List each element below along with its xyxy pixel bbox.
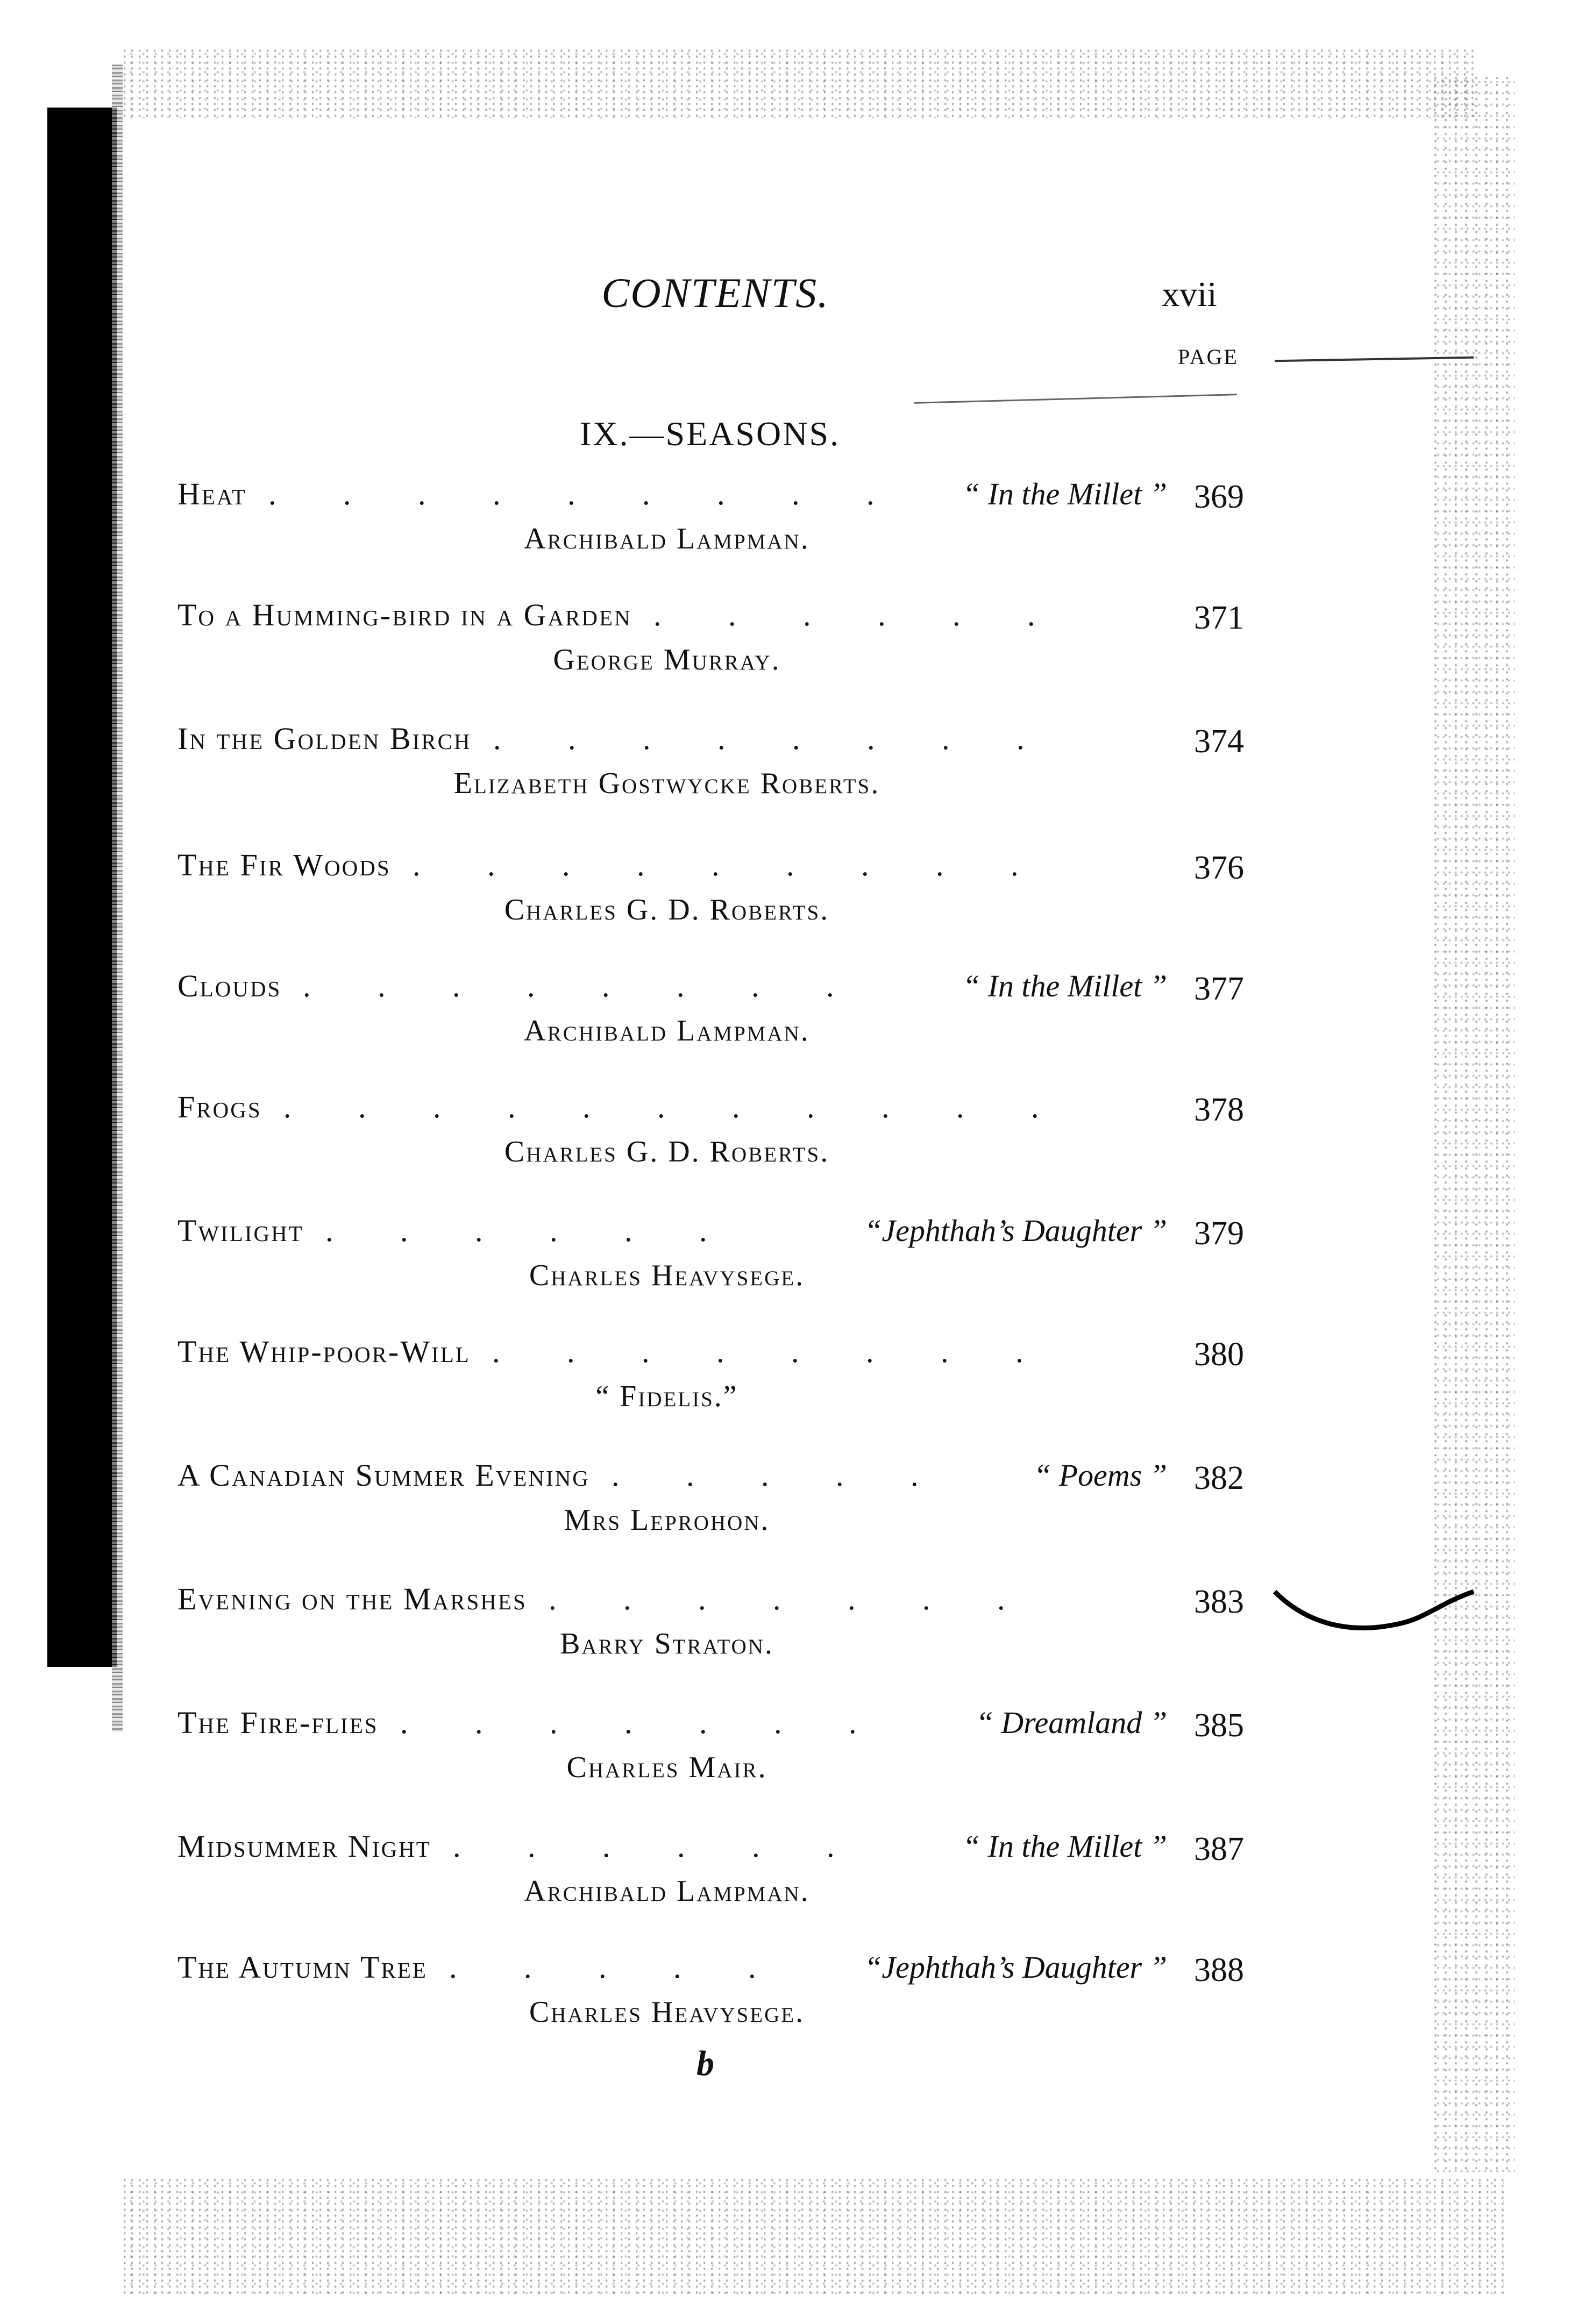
leader-dots: . . . . . . . . . . . — [283, 1089, 1039, 1124]
leader-dots: . . . . . . . . . — [413, 847, 1019, 882]
author-name: Charles G. D. Roberts. — [504, 893, 830, 926]
poem-title: The Autumn Tree — [177, 1950, 428, 1985]
contents-entry — [177, 597, 1275, 721]
contents-entry — [177, 1213, 1275, 1336]
page-number: 378 — [1194, 1092, 1244, 1128]
page-number: 369 — [1194, 479, 1244, 515]
leader-dots: . . . . . . . — [400, 1705, 857, 1740]
pen-scrawl — [1264, 1559, 1490, 2043]
page-number: 379 — [1194, 1215, 1244, 1252]
scan-noise-bottom — [124, 2178, 1504, 2296]
poem-title: The Fir Woods — [177, 847, 391, 882]
author-name: Charles Heavysege. — [529, 1259, 805, 1292]
author-name: George Murray. — [553, 643, 781, 676]
contents-entry — [177, 1949, 1275, 2073]
leader-dots: . . . . . . . . . — [268, 476, 875, 511]
author-name: Charles G. D. Roberts. — [504, 1135, 830, 1168]
contents-entry — [177, 1457, 1275, 1581]
page-number: 376 — [1194, 850, 1244, 886]
poem-title: Evening on the Marshes — [177, 1581, 527, 1616]
contents-entry — [177, 1089, 1275, 1213]
section-heading: IX.—SEASONS. — [579, 415, 841, 453]
author-name: Charles Mair. — [566, 1751, 767, 1784]
leader-dots: . . . . . . — [325, 1213, 707, 1248]
author-name: Archibald Lampman. — [524, 522, 810, 555]
contents-entry — [177, 1705, 1275, 1828]
leader-dots: . . . . . . — [453, 1829, 835, 1864]
binding-shadow — [47, 108, 117, 1667]
scan-noise-top — [124, 48, 1477, 118]
contents-entry — [177, 1334, 1275, 1457]
signature-mark: b — [696, 2044, 714, 2083]
author-name: Barry Straton. — [560, 1627, 774, 1660]
source-book: “ Poems ” — [1033, 1458, 1167, 1493]
poem-title: The Fire-flies — [177, 1705, 379, 1740]
poem-title: In the Golden Birch — [177, 721, 472, 756]
leader-dots: . . . . . — [449, 1950, 756, 1985]
author-name: “ Fidelis.” — [595, 1380, 738, 1413]
leader-dots: . . . . . — [612, 1458, 919, 1493]
contents-entry — [177, 476, 1275, 600]
leader-dots: . . . . . . . . — [303, 968, 834, 1003]
leader-dots: . . . . . . . — [549, 1581, 1005, 1616]
author-name: Charles Heavysege. — [529, 1995, 805, 2029]
page-number: 385 — [1194, 1707, 1244, 1744]
poem-title: The Whip-poor-Will — [177, 1334, 471, 1369]
contents-entry — [177, 847, 1275, 971]
poem-title: To a Humming-bird in a Garden — [177, 597, 632, 632]
source-book: “ In the Millet ” — [962, 1829, 1167, 1864]
page-number: 371 — [1194, 600, 1244, 636]
page-edge-texture — [112, 65, 123, 1731]
poem-title: Heat — [177, 476, 247, 511]
ink-rule — [914, 394, 1237, 404]
running-head-title: CONTENTS. — [601, 269, 829, 316]
page-number: 374 — [1194, 723, 1244, 760]
page-number: 382 — [1194, 1460, 1244, 1496]
author-name: Mrs Leprohon. — [564, 1503, 770, 1537]
page-column-label: PAGE — [1178, 345, 1239, 369]
source-book: “Jephthah’s Daughter ” — [864, 1213, 1167, 1248]
poem-title: Frogs — [177, 1089, 262, 1124]
contents-entry — [177, 1828, 1275, 1952]
poem-title: Twilight — [177, 1213, 304, 1248]
page-number: 387 — [1194, 1831, 1244, 1867]
page-number: 388 — [1194, 1952, 1244, 1988]
source-book: “ In the Millet ” — [962, 476, 1167, 511]
leader-dots: . . . . . . . . — [493, 721, 1025, 756]
page-number: 383 — [1194, 1584, 1244, 1620]
poem-title: Clouds — [177, 968, 282, 1003]
author-name: Archibald Lampman. — [524, 1014, 810, 1047]
page-number: 377 — [1194, 971, 1244, 1007]
page-number: 380 — [1194, 1336, 1244, 1373]
folio-number: xvii — [1162, 275, 1217, 314]
author-name: Elizabeth Gostwycke Roberts. — [453, 767, 880, 800]
contents-entry — [177, 1581, 1275, 1705]
poem-title: A Canadian Summer Evening — [177, 1458, 590, 1493]
source-book: “ Dreamland ” — [976, 1705, 1167, 1740]
author-name: Archibald Lampman. — [524, 1874, 810, 1908]
poem-title: Midsummer Night — [177, 1829, 431, 1864]
leader-dots: . . . . . . . . — [492, 1334, 1024, 1369]
source-book: “Jephthah’s Daughter ” — [864, 1950, 1167, 1985]
contents-entry — [177, 721, 1275, 844]
leader-dots: . . . . . . — [653, 597, 1035, 632]
contents-entry — [177, 968, 1275, 1092]
source-book: “ In the Millet ” — [962, 968, 1167, 1003]
